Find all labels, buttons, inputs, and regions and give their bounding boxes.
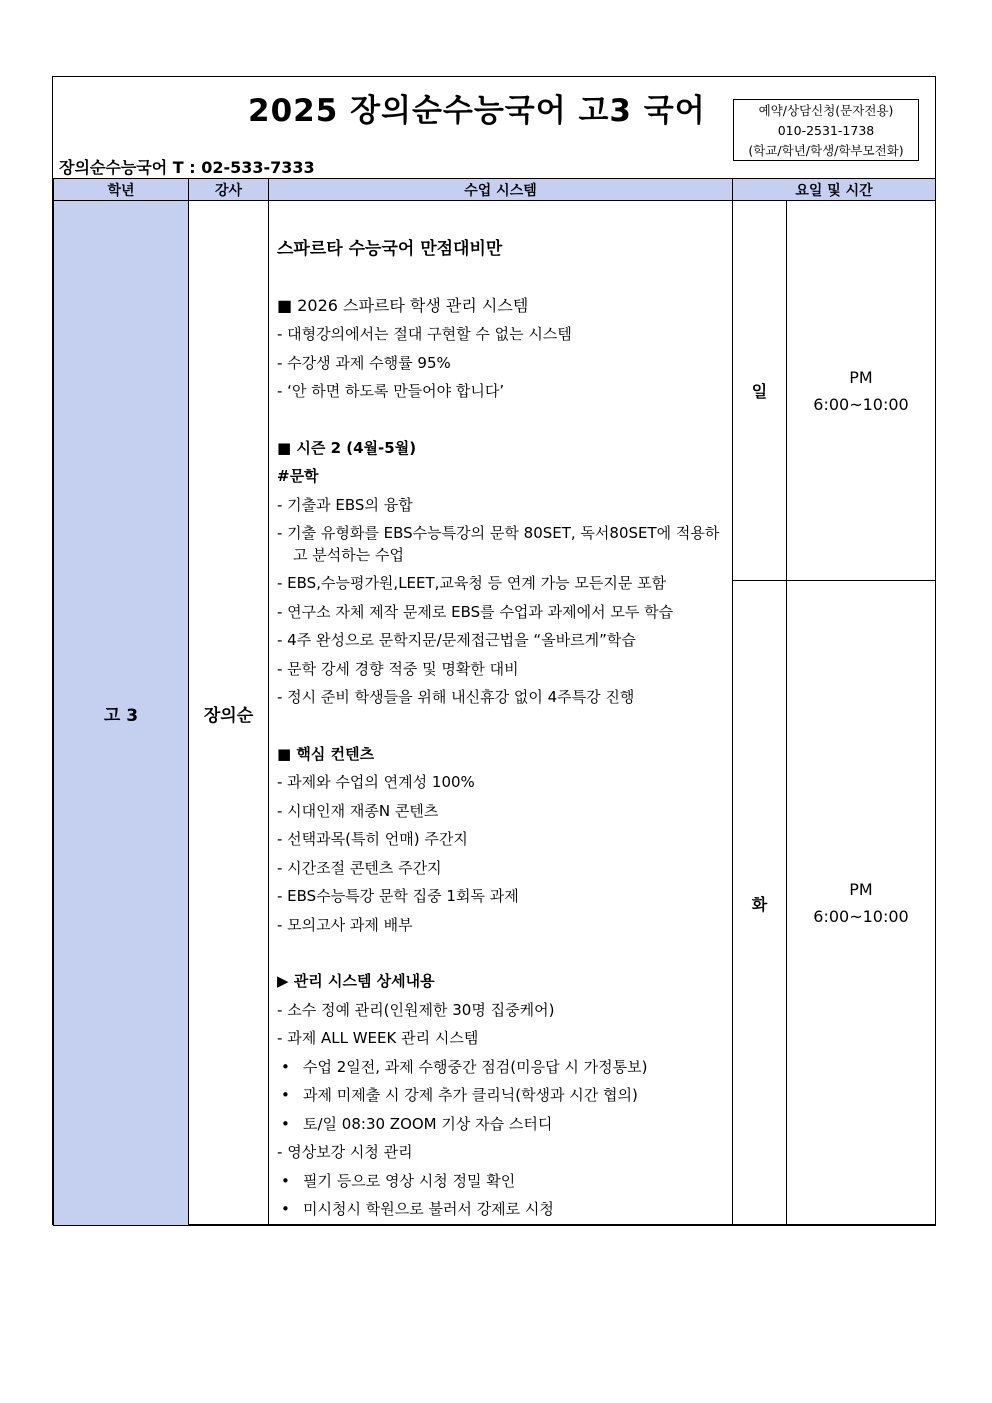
system-headline: 스파르타 수능국어 만점대비만 (277, 239, 503, 259)
time-range: 6:00~10:00 (813, 907, 909, 926)
list-item: • 과제 미제출 시 강제 추가 클리닉(학생과 시간 협의) (277, 1081, 726, 1110)
system-content (269, 201, 732, 1224)
page-title: 2025 장의순수능국어 고3 국어 (248, 93, 706, 129)
table-row (54, 201, 936, 581)
contact-line-2: 010-2531-1738 (777, 123, 875, 138)
list-item: • 토/일 08:30 ZOOM 기상 자습 스터디 (277, 1110, 726, 1139)
time-ampm: PM (849, 367, 873, 387)
header-teacher: 강사 (189, 179, 269, 201)
list-item: - 4주 완성으로 문학지문/문제접근법을 “올바르게”학습 (277, 631, 636, 649)
list-item: - EBS수능특강 문학 집중 1회독 과제 (277, 887, 519, 905)
time-ampm: PM (849, 880, 873, 899)
system-cell (269, 201, 733, 1226)
time-cell-tuesday (787, 581, 936, 1226)
section4-title: ▶ 관리 시스템 상세내용 (277, 972, 435, 990)
time-range: 6:00~10:00 (813, 394, 909, 414)
section2-title: ■ 시즌 2 (4월-5월) (277, 438, 417, 457)
list-item: - 기출 유형화를 EBS수능특강의 문학 80SET, 독서80SET에 적용하고 분석하는 수업 (277, 524, 720, 564)
phone-line: 장의순수능국어 T : 02-533-7333 (59, 158, 315, 177)
header-schedule: 요일 및 시간 (733, 179, 936, 201)
list-item: • 미시청시 학원으로 불러서 강제로 시청 (277, 1195, 726, 1224)
contact-line-1: 예약/상담신청(문자전용) (758, 103, 894, 118)
list-item: - 연구소 자체 제작 문제로 EBS를 수업과 과제에서 모두 학습 (277, 602, 674, 621)
day-cell-tuesday: 화 (733, 581, 787, 1226)
list-item: - 정시 준비 학생들을 위해 내신휴강 없이 4주특강 진행 (277, 688, 635, 706)
list-item: - 선택과목(특히 언매) 주간지 (277, 830, 468, 848)
day-cell-sunday: 일 (733, 201, 787, 581)
contact-line-3: (학교/학년/학생/학부모전화) (748, 143, 904, 158)
schedule-table (53, 178, 936, 1226)
bullet-icon: • (281, 1200, 290, 1218)
bullet-icon: • (281, 1057, 290, 1076)
list-item: • 필기 등으로 영상 시청 정밀 확인 (277, 1167, 726, 1196)
header-system: 수업 시스템 (269, 179, 733, 201)
grade-cell: 고 3 (54, 201, 189, 1226)
list-item: - ‘안 하면 하도록 만들어야 합니다’ (277, 382, 505, 400)
section2-subtitle: #문학 (277, 467, 319, 485)
time-cell-sunday (787, 201, 936, 581)
flyer-sheet (52, 76, 936, 1225)
list-item: - 시대인재 재종N 콘텐츠 (277, 801, 439, 820)
contact-box (733, 99, 919, 161)
header-grade: 학년 (54, 179, 189, 201)
list-item: - 기출과 EBS의 융합 (277, 495, 413, 514)
bullet-icon: • (281, 1171, 290, 1190)
section1-title: ■ 2026 스파르타 학생 관리 시스템 (277, 295, 529, 315)
list-item: - 수강생 과제 수행률 95% (277, 353, 451, 372)
section3-title: ■ 핵심 컨텐츠 (277, 744, 375, 763)
list-item: - 문학 강세 경향 적중 및 명확한 대비 (277, 659, 519, 678)
list-item: - 과제 ALL WEEK 관리 시스템 (277, 1029, 479, 1047)
list-item: - 대형강의에서는 절대 구현할 수 없는 시스템 (277, 325, 572, 343)
bullet-icon: • (281, 1086, 290, 1104)
list-item: - EBS,수능평가원,LEET,교육청 등 연계 가능 모든지문 포함 (277, 574, 667, 592)
flyer-header (53, 77, 935, 178)
list-item: - 영상보강 시청 관리 (277, 1143, 413, 1161)
list-item: - 시간조절 콘텐츠 주간지 (277, 858, 442, 877)
table-header-row (54, 179, 936, 201)
bullet-icon: • (281, 1114, 290, 1133)
teacher-cell: 장의순 (189, 201, 269, 1226)
list-item: - 과제와 수업의 연계성 100% (277, 773, 475, 791)
list-item: - 모의고사 과제 배부 (277, 915, 413, 934)
list-item: • 수업 2일전, 과제 수행중간 점검(미응답 시 가정통보) (277, 1053, 726, 1082)
list-item: - 소수 정예 관리(인원제한 30명 집중케어) (277, 1000, 555, 1019)
